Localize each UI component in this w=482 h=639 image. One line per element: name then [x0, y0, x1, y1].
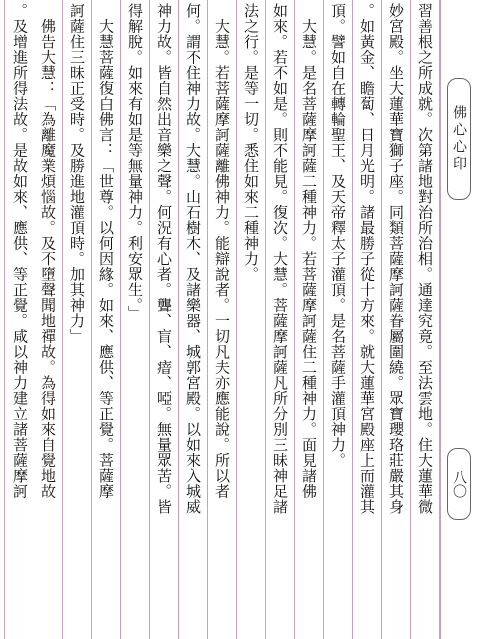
- text-frame: [4, 0, 441, 639]
- page-number: 八〇: [447, 448, 471, 520]
- text-column-7: 法之行。是等一切。悉住如來二種神力。: [237, 0, 266, 639]
- text-column-12: 大慧菩薩復白佛言：「世尊。以何因緣。如來、應供、等正覺。菩薩摩: [92, 0, 121, 639]
- text-column-5: 大慧。是名菩薩摩訶薩二種神力。若菩薩摩訶薩住二種神力。面見諸佛: [295, 0, 324, 639]
- text-column-9: 何。謂不住神力故。大慧。山石樹木、及諸樂器、城郭宮殿。以如來入城威: [179, 0, 208, 639]
- text-column-3: 。如黃金、瞻蔔、日月光明。諸最勝子從十方來。就大蓮華宮殿座上而灌其: [353, 0, 382, 639]
- text-column-6: 如來。若不如是。則不能見。復次。大慧。菩薩摩訶薩凡所分別三昧神足諸: [266, 0, 295, 639]
- text-column-15: 。及增進所得法故。是故如來、應供、等正覺。咸以神力建立諸菩薩摩訶: [11, 3, 29, 499]
- text-column-4: 頂。譬如自在轉輪聖王、及天帝釋太子灌頂。是名菩薩手灌頂神力。: [324, 0, 353, 639]
- text-column-8: 大慧。若菩薩摩訶薩離佛神力。能辯說者。一切凡夫亦應能說。所以者: [208, 0, 237, 639]
- text-column-1: 習善根之所成就。次第諸地對治所治相。通達究竟。至法雲地。住大蓮華微: [411, 0, 440, 639]
- book-title-label: 佛心心印: [447, 78, 471, 200]
- text-column-2: 妙宮殿。坐大蓮華寶獅子座。同類菩薩摩訶薩眷屬圍繞。眾寶瓔珞莊嚴其身: [382, 0, 411, 639]
- text-column-14: 佛告大慧：「為離魔業煩惱故。及不墮聲聞地禪故。為得如來自覺地故: [34, 0, 63, 639]
- text-column-13: 訶薩住三昧正受時。及勝進地灌頂時。加其神力」: [63, 0, 92, 639]
- text-column-10: 神力故。皆自然出音樂之聲。何況有心者。聾、盲、瘖、啞。無量眾苦。皆: [150, 0, 179, 639]
- text-column-11: 得解脫。如來有如是等無量神力。利安眾生。」: [121, 0, 150, 639]
